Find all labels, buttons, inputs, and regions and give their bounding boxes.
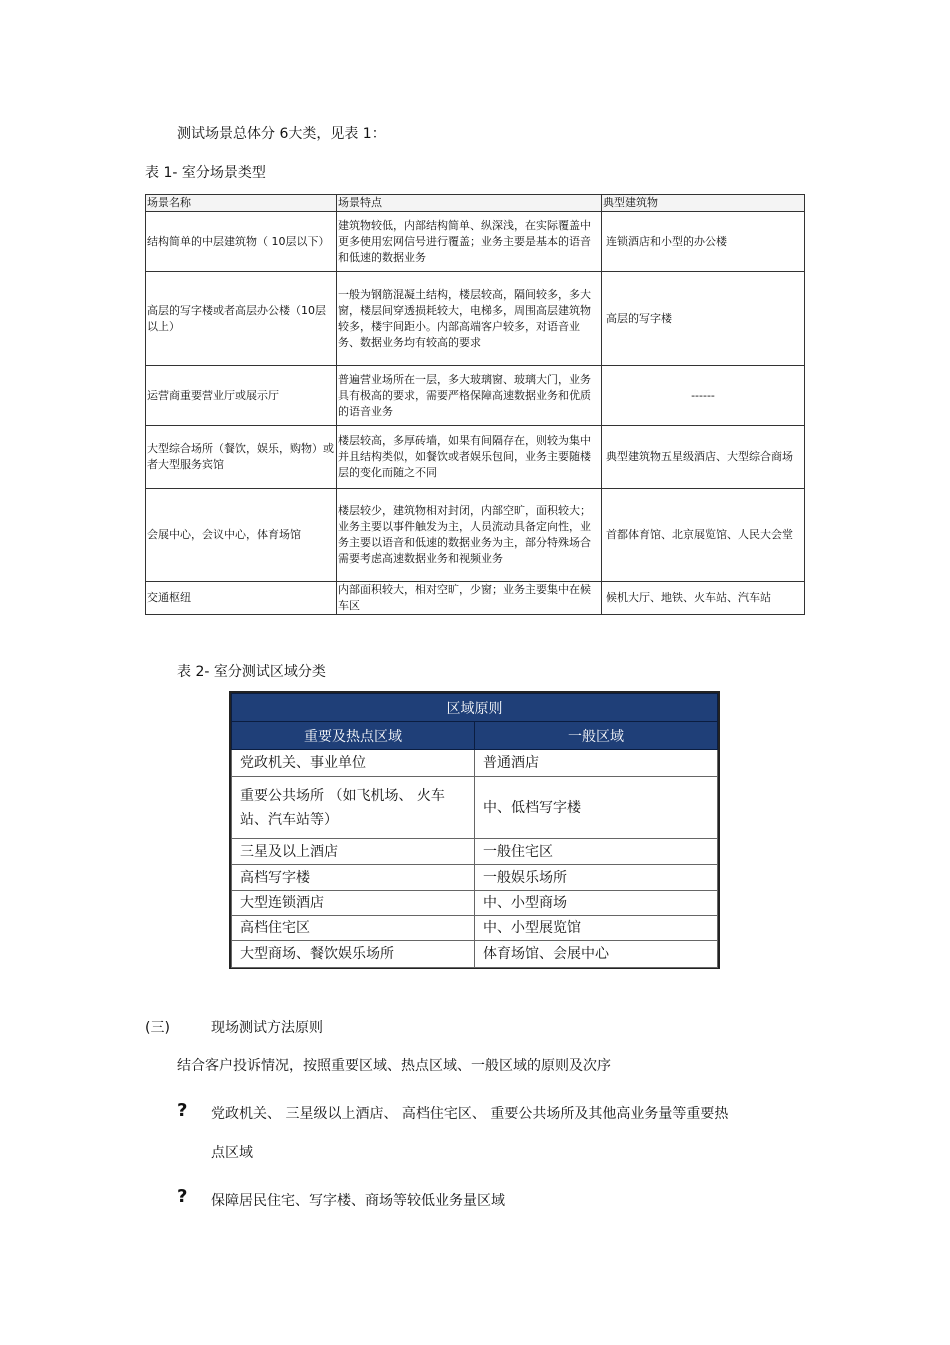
test-area-table-frame bbox=[229, 691, 720, 969]
section-number: (三) bbox=[145, 1020, 170, 1036]
bullet-mark: ? bbox=[177, 1186, 188, 1207]
typical-building-cell: ------ bbox=[602, 366, 805, 426]
section-paragraph: 结合客户投诉情况，按照重要区域、热点区域、一般区域的原则及次序 bbox=[177, 1058, 611, 1074]
column-header: 场景特点 bbox=[337, 195, 602, 212]
general-area-cell: 一般娱乐场所 bbox=[475, 865, 718, 891]
table-row bbox=[146, 272, 805, 366]
scene-features-cell: 楼层较少，建筑物相对封闭，内部空旷，面积较大；业务主要以事件触发为主，人员流动具备定向性，业务主要以语音和低速的数据业务为主，部分特殊场合需要考虑高速数据业务和视频业务 bbox=[337, 489, 602, 582]
scene-name-cell: 会展中心，会议中心，体育场馆 bbox=[146, 489, 337, 582]
scene-name-cell: 大型综合场所（餐饮，娱乐，购物）或者大型服务宾馆 bbox=[146, 426, 337, 489]
section-title: 现场测试方法原则 bbox=[211, 1020, 323, 1036]
table-row bbox=[146, 366, 805, 426]
table1-caption: 表 1- 室分场景类型 bbox=[145, 165, 266, 181]
table-row bbox=[232, 777, 718, 839]
column-header: 典型建筑物 bbox=[602, 195, 805, 212]
bullet-text: 党政机关、 三星级以上酒店、 高档住宅区、 重要公共场所及其他高业务量等重要热 bbox=[211, 1106, 729, 1122]
table-row bbox=[232, 865, 718, 891]
table2-caption: 表 2- 室分测试区域分类 bbox=[177, 664, 326, 680]
general-area-cell: 中、低档写字楼 bbox=[475, 777, 718, 839]
important-area-cell: 高档住宅区 bbox=[232, 916, 475, 941]
scene-name-cell: 运营商重要营业厅或展示厅 bbox=[146, 366, 337, 426]
table-row bbox=[232, 750, 718, 777]
scene-features-cell: 普遍营业场所在一层，多大玻璃窗、玻璃大门，业务具有极高的要求，需要严格保障高速数据业务和优质的语音业务 bbox=[337, 366, 602, 426]
bullet-text-continued: 点区域 bbox=[211, 1145, 253, 1161]
table-row bbox=[232, 916, 718, 941]
table-title-row bbox=[232, 694, 718, 722]
table-header-row bbox=[232, 722, 718, 750]
typical-building-cell: 连锁酒店和小型的办公楼 bbox=[602, 212, 805, 272]
scene-features-cell: 内部面积较大，相对空旷，少窗；业务主要集中在候车区 bbox=[337, 582, 602, 615]
table-header-row bbox=[146, 195, 805, 212]
table-row bbox=[232, 941, 718, 968]
general-area-cell: 体育场馆、会展中心 bbox=[475, 941, 718, 968]
important-area-cell: 重要公共场所 （如飞机场、 火车站、汽车站等） bbox=[232, 777, 475, 839]
table-row bbox=[146, 582, 805, 615]
table-row bbox=[146, 212, 805, 272]
scene-features-cell: 楼层较高，多厚砖墙，如果有间隔存在，则较为集中并且结构类似，如餐饮或者娱乐包间，业务主要随楼层的变化而随之不同 bbox=[337, 426, 602, 489]
column-header: 重要及热点区域 bbox=[232, 722, 475, 750]
general-area-cell: 中、小型展览馆 bbox=[475, 916, 718, 941]
scene-name-cell: 交通枢纽 bbox=[146, 582, 337, 615]
table-title: 区域原则 bbox=[232, 694, 718, 722]
bullet-mark: ? bbox=[177, 1100, 188, 1121]
general-area-cell: 中、小型商场 bbox=[475, 891, 718, 916]
scene-type-table bbox=[145, 194, 805, 615]
scene-name-cell: 结构简单的中层建筑物（ 10层以下） bbox=[146, 212, 337, 272]
scene-features-cell: 建筑物较低，内部结构简单、纵深浅，在实际覆盖中更多使用宏网信号进行覆盖；业务主要是基本的语音和低速的数据业务 bbox=[337, 212, 602, 272]
typical-building-cell: 首都体育馆、北京展览馆、人民大会堂 bbox=[602, 489, 805, 582]
typical-building-cell: 典型建筑物五星级酒店、大型综合商场 bbox=[602, 426, 805, 489]
column-header: 场景名称 bbox=[146, 195, 337, 212]
table-row bbox=[146, 426, 805, 489]
table-row bbox=[232, 891, 718, 916]
important-area-cell: 大型连锁酒店 bbox=[232, 891, 475, 916]
important-area-cell: 高档写字楼 bbox=[232, 865, 475, 891]
general-area-cell: 一般住宅区 bbox=[475, 839, 718, 865]
table-row bbox=[146, 489, 805, 582]
general-area-cell: 普通酒店 bbox=[475, 750, 718, 777]
important-area-cell: 党政机关、事业单位 bbox=[232, 750, 475, 777]
bullet-text: 保障居民住宅、写字楼、商场等较低业务量区域 bbox=[211, 1193, 505, 1209]
scene-name-cell: 高层的写字楼或者高层办公楼（10层以上） bbox=[146, 272, 337, 366]
important-area-cell: 大型商场、餐饮娱乐场所 bbox=[232, 941, 475, 968]
scene-features-cell: 一般为钢筋混凝土结构，楼层较高，隔间较多，多大窗，楼层间穿透损耗较大，电梯多，周围高层建筑物较多，楼宇间距小。内部高端客户较多，对语音业务、数据业务均有较高的要求 bbox=[337, 272, 602, 366]
test-area-table bbox=[231, 693, 718, 968]
important-area-cell: 三星及以上酒店 bbox=[232, 839, 475, 865]
intro-text: 测试场景总体分 6大类，见表 1： bbox=[177, 126, 386, 142]
typical-building-cell: 高层的写字楼 bbox=[602, 272, 805, 366]
table-row bbox=[232, 839, 718, 865]
column-header: 一般区域 bbox=[475, 722, 718, 750]
typical-building-cell: 候机大厅、地铁、火车站、汽车站 bbox=[602, 582, 805, 615]
